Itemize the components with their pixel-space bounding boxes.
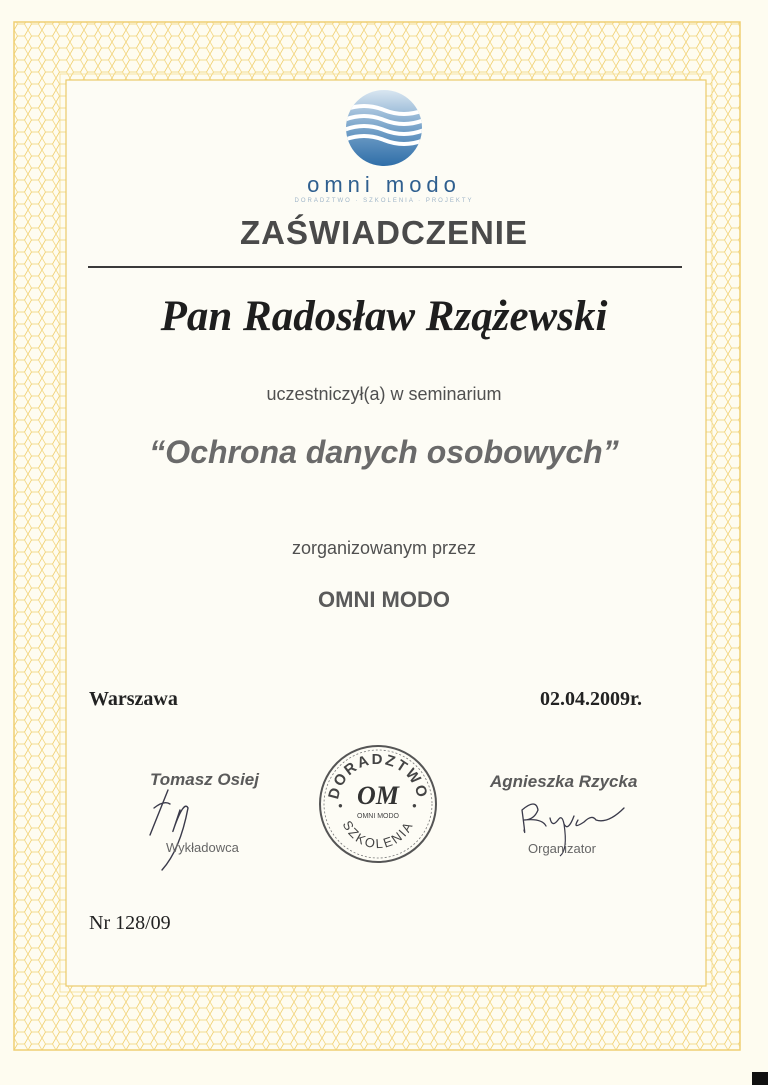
lecturer-signature xyxy=(140,780,230,875)
recipient-name: Pan Radosław Rzążewski xyxy=(160,293,608,340)
organized-by-text: zorganizowanym przez xyxy=(291,538,477,558)
scan-edge-mark xyxy=(752,1072,768,1085)
organizer-name: OMNI MODO xyxy=(318,587,450,612)
certificate-title: ZAŚWIADCZENIE xyxy=(240,214,528,251)
svg-text:●: ● xyxy=(338,801,343,810)
company-stamp xyxy=(316,742,440,866)
wave-globe-icon xyxy=(344,88,424,168)
organizer-signatory-role: Organizator xyxy=(528,841,596,856)
company-logo xyxy=(0,88,768,173)
logo-brand-text: omni modo xyxy=(307,172,461,197)
stamp-center-text: OM xyxy=(357,781,399,810)
issue-place: Warszawa xyxy=(89,688,178,710)
organizer-signatory-name: Agnieszka Rzycka xyxy=(490,772,638,791)
logo-tagline: DORADZTWO · SZKOLENIA · PROJEKTY xyxy=(294,198,474,204)
stamp-bottom-text: SZKOLENIA xyxy=(339,818,417,852)
participation-text: uczestniczył(a) w seminarium xyxy=(266,384,502,404)
svg-text:SZKOLENIA xyxy=(340,818,417,851)
svg-text:●: ● xyxy=(412,801,417,810)
stamp-top-text: DORADZTWO xyxy=(325,750,431,801)
lecturer-name: Tomasz Osiej xyxy=(150,770,259,789)
title-divider xyxy=(88,266,682,268)
stamp-sub-text: OMNI MODO xyxy=(357,813,399,820)
issue-date: 02.04.2009r. xyxy=(540,688,643,710)
certificate-number: Nr 128/09 xyxy=(89,912,171,934)
lecturer-role: Wykładowca xyxy=(166,840,239,855)
seminar-topic: “Ochrona danych osobowych” xyxy=(149,434,619,470)
